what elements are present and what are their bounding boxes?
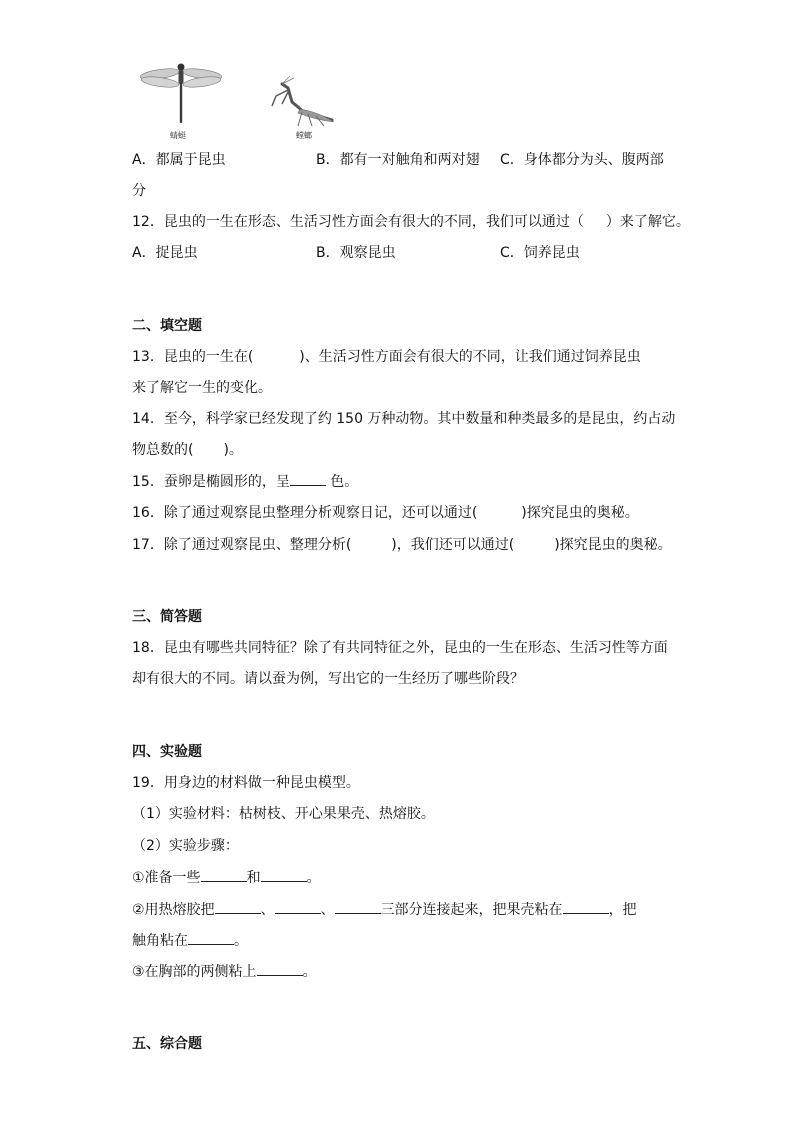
step2-blank-3[interactable]	[335, 899, 381, 914]
q19-step3	[132, 961, 317, 982]
mantis-foreleg	[272, 90, 288, 106]
q15-text-b: 色。	[330, 474, 359, 490]
q12-option-b: B．观察昆虫	[316, 245, 396, 261]
q17-question	[132, 535, 672, 555]
step3-blank[interactable]	[257, 961, 303, 976]
q15-answer-blank[interactable]	[290, 471, 326, 486]
step1-text-b: 和	[246, 870, 261, 886]
dragonfly-thorax	[179, 70, 184, 84]
q12-question	[132, 212, 690, 232]
step2-text-a: ②用热熔胶把	[132, 902, 215, 918]
section-title-fill-blank: 二、填空题	[132, 318, 202, 334]
q11-option-a: A．都属于昆虫	[132, 152, 226, 168]
step2-sep-2: 、	[320, 902, 335, 918]
q13-line2: 来了解它一生的变化。	[132, 380, 272, 396]
q14-text-b: )。	[223, 442, 243, 458]
q12-stem-a: 12．昆虫的一生在形态、生活习性方面会有很大的不同，我们可以通过（	[132, 214, 584, 230]
dragonfly-abdomen	[180, 83, 182, 123]
q19-stem: 19．用身边的材料做一种昆虫模型。	[132, 775, 360, 791]
step2-blank-2[interactable]	[275, 899, 321, 914]
q13-question	[132, 347, 641, 367]
q12-option-c: C．饲养昆虫	[500, 245, 580, 261]
section-title-comprehensive: 五、综合题	[132, 1036, 202, 1052]
q16-text-b: )探究昆虫的奥秘。	[521, 505, 639, 521]
q11-option-b: B．都有一对触角和两对翅	[316, 152, 480, 168]
mantis-image	[268, 76, 342, 128]
q14-text-a: 物总数的(	[132, 442, 194, 458]
dragonfly-head	[178, 64, 185, 71]
mantis-antennae	[282, 76, 294, 84]
mantis-caption: 螳螂	[296, 131, 312, 140]
q19-step2	[132, 899, 637, 920]
step2-line2-text-b: 。	[234, 933, 248, 949]
q13-text-b: )、生活习性方面会有很大的不同，让我们通过饲养昆虫	[299, 349, 641, 365]
q12-stem-b: ）来了解它。	[605, 214, 690, 230]
q18-line1: 18．昆虫有哪些共同特征？除了有共同特征之外，昆虫的一生在形态、生活习性等方面	[132, 640, 668, 656]
step2-blank-1[interactable]	[215, 899, 261, 914]
dragonfly-caption: 蜻蜓	[170, 131, 186, 140]
q14-line2	[132, 440, 243, 460]
section-title-short-answer: 三、简答题	[132, 609, 202, 625]
step2-text-c: ，把	[608, 902, 637, 918]
step3-text-b: 。	[302, 964, 317, 980]
q14-line1: 14．至今，科学家已经发现了约 150 万种动物。其中数量和种类最多的是昆虫，约占动	[132, 411, 676, 427]
q11-option-c-continued: 分	[132, 183, 146, 199]
step1-text-c: 。	[306, 870, 321, 886]
section-title-experiment: 四、实验题	[132, 744, 202, 760]
q17-text-a: 17．除了通过观察昆虫、整理分析(	[132, 537, 352, 553]
q12-option-a: A．捉昆虫	[132, 245, 198, 261]
step2-blank-4[interactable]	[563, 899, 609, 914]
q17-text-b: )，我们还可以通过(	[391, 537, 515, 553]
q19-step2-line2	[132, 930, 248, 951]
q19-step1	[132, 867, 321, 888]
q16-text-a: 16．除了通过观察昆虫整理分析观察日记，还可以通过(	[132, 505, 478, 521]
step2-blank-5[interactable]	[188, 930, 234, 945]
dragonfly-image	[138, 62, 224, 126]
step2-line2-text-a: 触角粘在	[132, 933, 188, 949]
q15-text-a: 15．蚕卵是椭圆形的，呈	[132, 474, 290, 490]
step1-blank-2[interactable]	[261, 867, 307, 882]
q13-text-a: 13．昆虫的一生在(	[132, 349, 254, 365]
step2-text-b: 三部分连接起来，把果壳粘在	[380, 902, 563, 918]
step3-text-a: ③在胸部的两侧粘上	[132, 964, 257, 980]
q17-text-c: )探究昆虫的奥秘。	[554, 537, 672, 553]
q18-line2: 却有很大的不同。请以蚕为例，写出它的一生经历了哪些阶段？	[132, 671, 524, 687]
step2-sep-1: 、	[260, 902, 275, 918]
mantis-wing	[298, 109, 334, 122]
q16-question	[132, 503, 639, 523]
step1-blank-1[interactable]	[201, 867, 247, 882]
q15-question	[132, 471, 358, 492]
q19-materials: （1）实验材料：枯树枝、开心果果壳、热熔胶。	[132, 806, 435, 822]
step1-text-a: ①准备一些	[132, 870, 201, 886]
q11-option-c: C．身体都分为头、腹两部	[500, 152, 664, 168]
q19-steps-label: （2）实验步骤：	[132, 838, 239, 854]
